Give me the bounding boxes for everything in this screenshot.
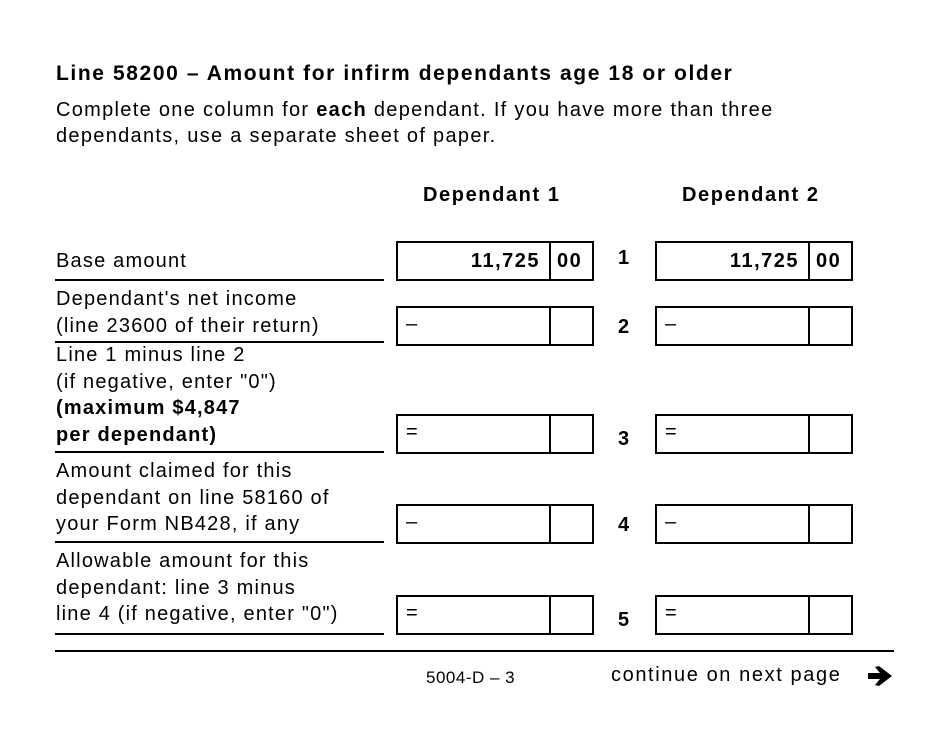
- instructions: [56, 97, 774, 149]
- intro-text: Complete one column for: [56, 99, 317, 121]
- line-number-5: 5: [618, 609, 630, 631]
- dep1-line3-field[interactable]: =: [396, 414, 594, 454]
- line-number-2: 2: [618, 316, 630, 338]
- dep2-line4-field[interactable]: –: [655, 504, 853, 544]
- right-arrow-icon: [866, 664, 894, 688]
- dep1-line1-field[interactable]: [396, 241, 594, 281]
- row-3-underline: [55, 451, 384, 453]
- row-3-label: Line 1 minus line 2 (if negative, enter "0") (maximum $4,847 per dependant): [56, 344, 277, 446]
- dep2-line1-field[interactable]: [655, 241, 853, 281]
- line-number-4: 4: [618, 514, 630, 536]
- amount: 11,725: [729, 250, 799, 272]
- column-header-dependant-1: Dependant 1: [423, 184, 561, 206]
- dep2-line2-field[interactable]: –: [655, 306, 853, 346]
- dep1-line5-field[interactable]: =: [396, 595, 594, 635]
- row-5-underline: [55, 633, 384, 635]
- amount: 11,725: [470, 250, 540, 272]
- continue-text: continue on next page: [611, 664, 842, 686]
- dep1-line2-field[interactable]: –: [396, 306, 594, 346]
- line-number-1: 1: [618, 247, 630, 269]
- intro-line2: dependants, use a separate sheet of paper.: [56, 125, 497, 147]
- cents: 00: [816, 250, 842, 272]
- row-4-label: Amount claimed for this dependant on line 58160 of your Form NB428, if any: [56, 460, 330, 535]
- dep1-line4-field[interactable]: –: [396, 504, 594, 544]
- row-4-underline: [55, 541, 384, 543]
- intro-bold: each: [316, 99, 368, 121]
- dep2-line5-field[interactable]: =: [655, 595, 853, 635]
- line-number-3: 3: [618, 428, 630, 450]
- row-5-label: Allowable amount for this dependant: line 3 minus line 4 (if negative, enter "0"): [56, 550, 339, 625]
- cents: 00: [557, 250, 583, 272]
- row-1-label: Base amount: [56, 250, 188, 272]
- dep2-line3-field[interactable]: =: [655, 414, 853, 454]
- footer-divider: [55, 650, 894, 652]
- column-header-dependant-2: Dependant 2: [682, 184, 820, 206]
- row-2-label: Dependant's net income (line 23600 of their return): [56, 288, 320, 337]
- section-title: Line 58200 – Amount for infirm dependants age 18 or older: [56, 62, 734, 85]
- page-number: 5004-D – 3: [426, 668, 516, 687]
- row-1-underline: [55, 279, 384, 281]
- intro-text-end: dependant. If you have more than three: [367, 99, 774, 121]
